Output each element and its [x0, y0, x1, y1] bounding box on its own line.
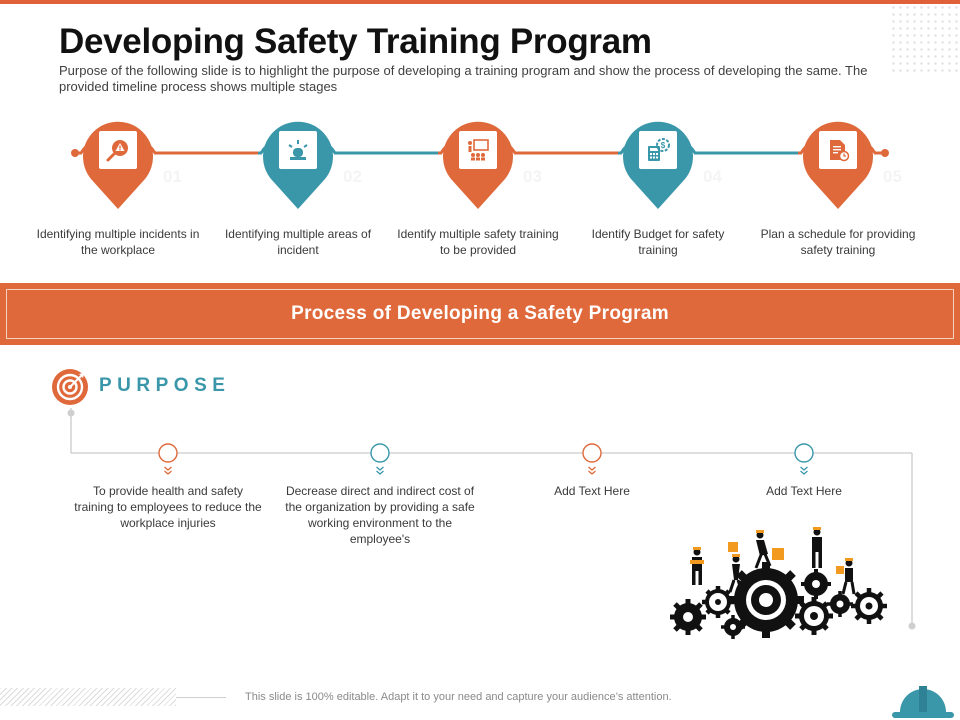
training-presentation-icon: [465, 137, 491, 163]
footer-hatch-decoration: [0, 688, 176, 706]
purpose-text-3: Add Text Here: [554, 484, 630, 498]
stage-label-5: Plan a schedule for providing safety training: [760, 227, 916, 257]
stage-pin-3: [443, 115, 542, 211]
stage-number-3: 03: [523, 167, 542, 186]
hard-hat-icon: [890, 678, 956, 720]
schedule-document-icon: [825, 137, 851, 163]
stage-timeline: [0, 100, 960, 280]
stage-pin-5: [803, 115, 902, 211]
section-banner-frame: [6, 289, 954, 339]
slide-subtitle: Purpose of the following slide is to highlight the purpose of developing a training program and show the process of developing the same. The provided timeline process shows multiple stages: [59, 63, 868, 94]
workers-on-gears-icon: [664, 520, 894, 642]
purpose-text-4: Add Text Here: [766, 484, 842, 498]
target-icon: [51, 368, 89, 406]
stage-number-1: 01: [163, 167, 182, 186]
top-accent-bar: [0, 0, 960, 4]
slide-title: Developing Safety Training Program: [59, 22, 652, 61]
svg-text:$: $: [660, 141, 666, 150]
section-banner: [0, 283, 960, 345]
purpose-text-2: Decrease direct and indirect cost of the organization by providing a safe working environment to the employee's: [285, 484, 475, 546]
stage-number-4: 04: [703, 167, 722, 186]
purpose-marker-1: [158, 443, 178, 477]
alarm-light-icon: [285, 137, 311, 163]
stage-pin-4: [623, 115, 722, 211]
purpose-marker-4: [794, 443, 814, 477]
purpose-marker-3: [582, 443, 602, 477]
footer-note: This slide is 100% editable. Adapt it to your need and capture your audience’s attention.: [245, 691, 672, 703]
purpose-text-1: To provide health and safety training to employees to reduce the workplace injuries: [74, 484, 262, 530]
warning-search-icon: [105, 137, 131, 163]
stage-pin-2: [263, 115, 362, 211]
stage-number-2: 02: [343, 167, 362, 186]
stage-label-3: Identify multiple safety training to be provided: [397, 227, 559, 257]
stage-label-4: Identify Budget for safety training: [591, 227, 725, 257]
stage-label-2: Identifying multiple areas of incident: [224, 227, 372, 257]
stage-number-5: 05: [883, 167, 902, 186]
section-banner-title: Process of Developing a Safety Program: [291, 303, 669, 324]
calculator-budget-icon: [645, 137, 671, 163]
purpose-heading: PURPOSE: [99, 375, 231, 396]
stage-label-1: Identifying multiple incidents in the workplace: [36, 227, 200, 257]
footer-divider: [176, 697, 226, 698]
purpose-marker-2: [370, 443, 390, 477]
stage-pin-1: [83, 115, 182, 211]
